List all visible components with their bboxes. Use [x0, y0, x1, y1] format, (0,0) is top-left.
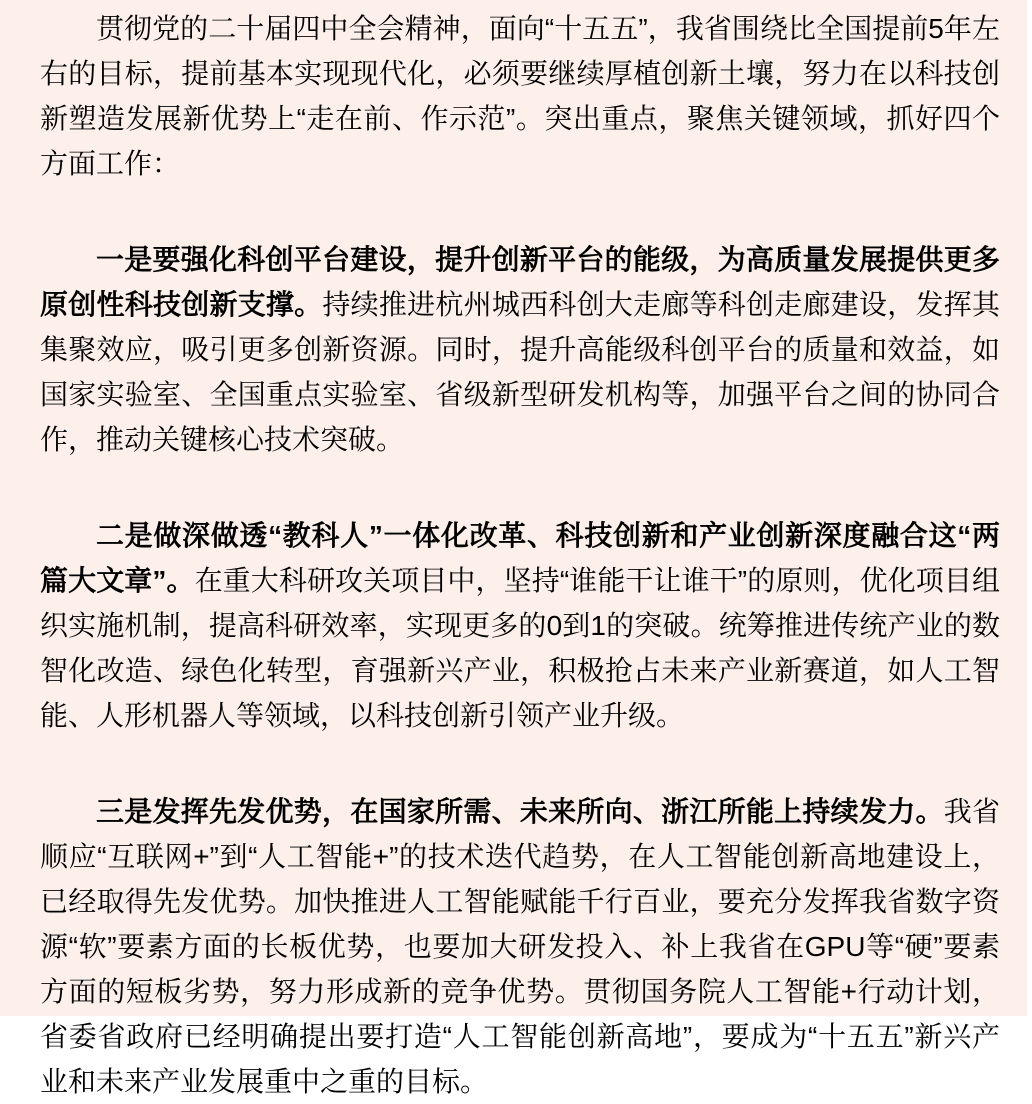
paragraph-point-two [40, 513, 1000, 738]
paragraph-point-three [40, 789, 1000, 1104]
paragraph-text: 我省顺应“互联网+”到“人工智能+”的技术迭代趋势，在人工智能创新高地建设上，已经取得先发优势。加快推进人工智能赋能千行百业，要充分发挥我省数字资源“软”要素方面的长板优势，也要加大研发投入、补上我省在GPU等“硬”要素方面的短板劣势，努力形成新的竞争优势。贯彻国务院人工智能+行动计划，省委省政府已经明确提出要打造“人工智能创新高地”，要成为“十五五”新兴产业和未来产业发展重中之重的目标。 [40, 796, 1000, 1097]
paragraph-point-one [40, 237, 1000, 462]
paragraph-lead: 三是发挥先发优势，在国家所需、未来所向、浙江所能上持续发力。 [96, 796, 944, 827]
paragraph-lead: 二是做深做透“教科人”一体化改革、科技创新和产业创新深度融合这“两篇大文章”。 [40, 520, 1000, 596]
paragraph-text: 在重大科研攻关项目中，坚持“谁能干让谁干”的原则，优化项目组织实施机制，提高科研效率，实现更多的0到1的突破。统筹推进传统产业的数智化改造、绿色化转型，育强新兴产业，积极抢占未来产业新赛道，如人工智能、人形机器人等领域，以科技创新引领产业升级。 [40, 565, 1000, 731]
paragraph-text: 贯彻党的二十届四中全会精神，面向“十五五”，我省围绕比全国提前5年左右的目标，提前基本实现现代化，必须要继续厚植创新土壤，努力在以科技创新塑造发展新优势上“走在前、作示范”。突出重点，聚焦关键领域，抓好四个方面工作： [40, 13, 1000, 179]
right-gutter [1027, 0, 1032, 1016]
paragraph-lead: 一是要强化科创平台建设，提升创新平台的能级，为高质量发展提供更多原创性科技创新支撑。 [40, 244, 1000, 320]
paragraph-text: 持续推进杭州城西科创大走廊等科创走廊建设，发挥其集聚效应，吸引更多创新资源。同时，提升高能级科创平台的质量和效益，如国家实验室、全国重点实验室、省级新型研发机构等，加强平台之间的协同合作，推动关键核心技术突破。 [40, 289, 1000, 455]
paragraph-intro [40, 6, 1000, 186]
